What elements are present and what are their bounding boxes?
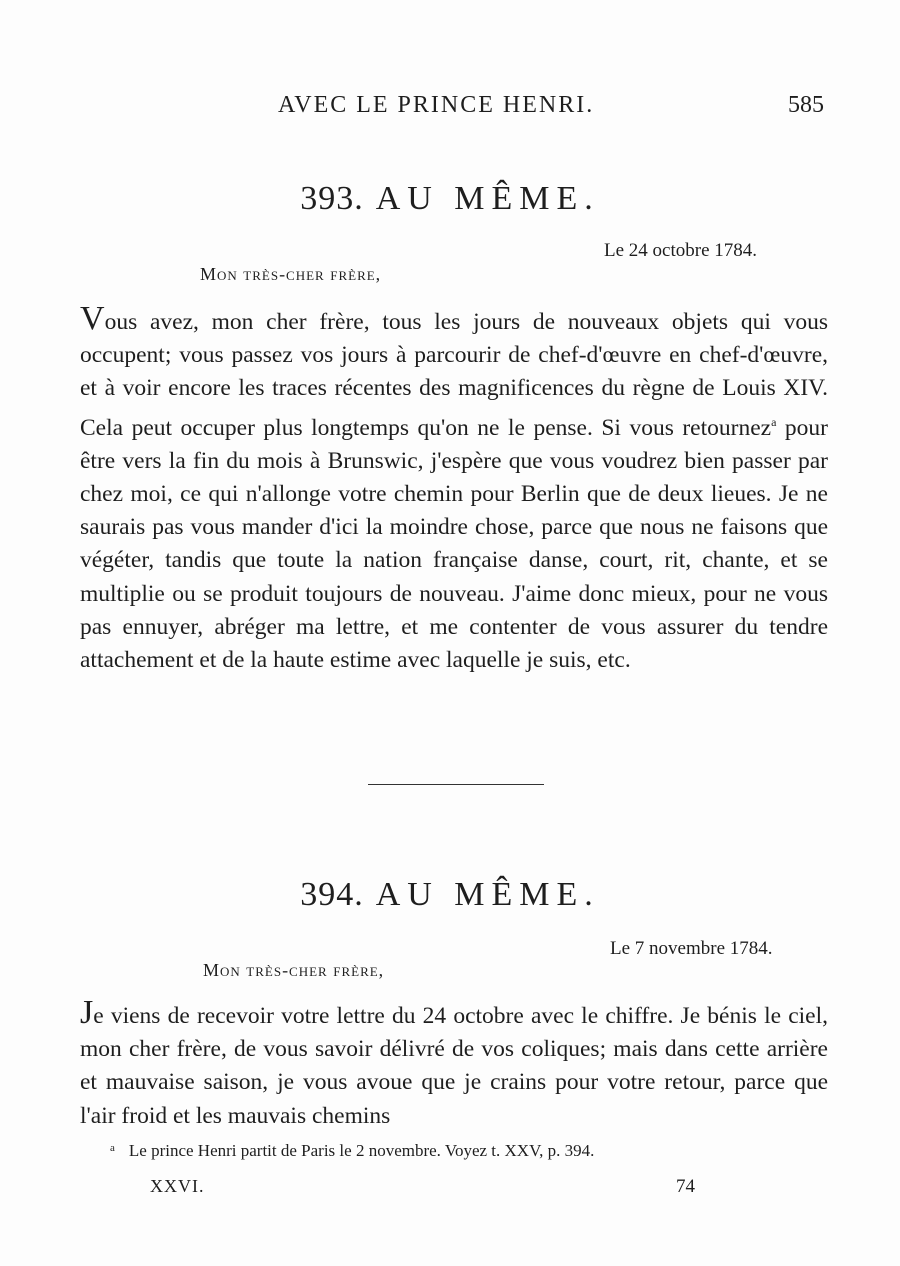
- initial-letter: J: [80, 994, 94, 1031]
- letter-title: AU MÊME.: [375, 876, 600, 913]
- letter-salutation: Mon très-cher frère,: [200, 264, 382, 284]
- footnote-reference[interactable]: a: [771, 414, 777, 429]
- body-text-part2: pour être vers la fin du mois à Brunswic, j'espère que vous voudrez bien passer par chez moi, ce qui n'allonge votre chemin pour Berlin que de deux lieues. Je ne saurais pas vous mander d'ici la moindre chose, parce que nous ne faisons que végéter, tandis que toute la nation française danse, court, rit, chante, et se multiplie ou se produit toujours de nouveau. J'aime donc mieux, pour ne vous pas ennuyer, abréger ma lettre, et me contenter de vous assurer du tendre attachement et de la haute estime avec laquelle je suis, etc.: [80, 414, 828, 674]
- letter-number: 393.: [300, 180, 364, 217]
- sheet-number: 74: [676, 1176, 695, 1197]
- footnote-text: Le prince Henri partit de Paris le 2 novembre. Voyez t. XXV, p. 394.: [128, 1141, 595, 1160]
- letter-body-393: [80, 302, 828, 677]
- body-text-part1: e viens de recevoir votre lettre du 24 octobre avec le chiffre. Je bénis le ciel, mon cher frère, de vous savoir délivré de vos coliques; mais dans cette arrière et mauvaise saison, je vous avoue que je crains pour votre retour, parce que l'air froid et les mauvais chemins: [80, 1003, 828, 1129]
- letter-body-394: [80, 996, 828, 1133]
- letter-heading-394: [0, 876, 900, 914]
- signature-mark: XXVI.: [150, 1176, 205, 1196]
- letter-heading-393: [0, 180, 900, 218]
- footnote: [110, 1141, 594, 1161]
- running-head-title: AVEC LE PRINCE HENRI.: [278, 92, 595, 118]
- page-number: 585: [788, 92, 824, 118]
- letter-date: Le 7 novembre 1784.: [610, 938, 773, 959]
- letter-date: Le 24 octobre 1784.: [604, 240, 758, 261]
- letter-salutation: Mon très-cher frère,: [203, 960, 385, 980]
- initial-letter: V: [80, 300, 105, 337]
- running-head: [0, 92, 900, 124]
- body-text-part1: ous avez, mon cher frère, tous les jours de nouveaux objets qui vous occupent; vous passez vos jours à parcourir de chef-d'œuvre en chef-d'œuvre, et à voir encore les traces récentes des magnificences du règne de Louis XIV. Cela peut occuper plus longtemps qu'on ne le pense. Si vous retournez: [80, 309, 828, 441]
- footnote-mark: a: [110, 1142, 115, 1154]
- letter-number: 394.: [300, 876, 364, 913]
- letter-title: AU MÊME.: [375, 180, 600, 217]
- section-divider: [368, 784, 544, 785]
